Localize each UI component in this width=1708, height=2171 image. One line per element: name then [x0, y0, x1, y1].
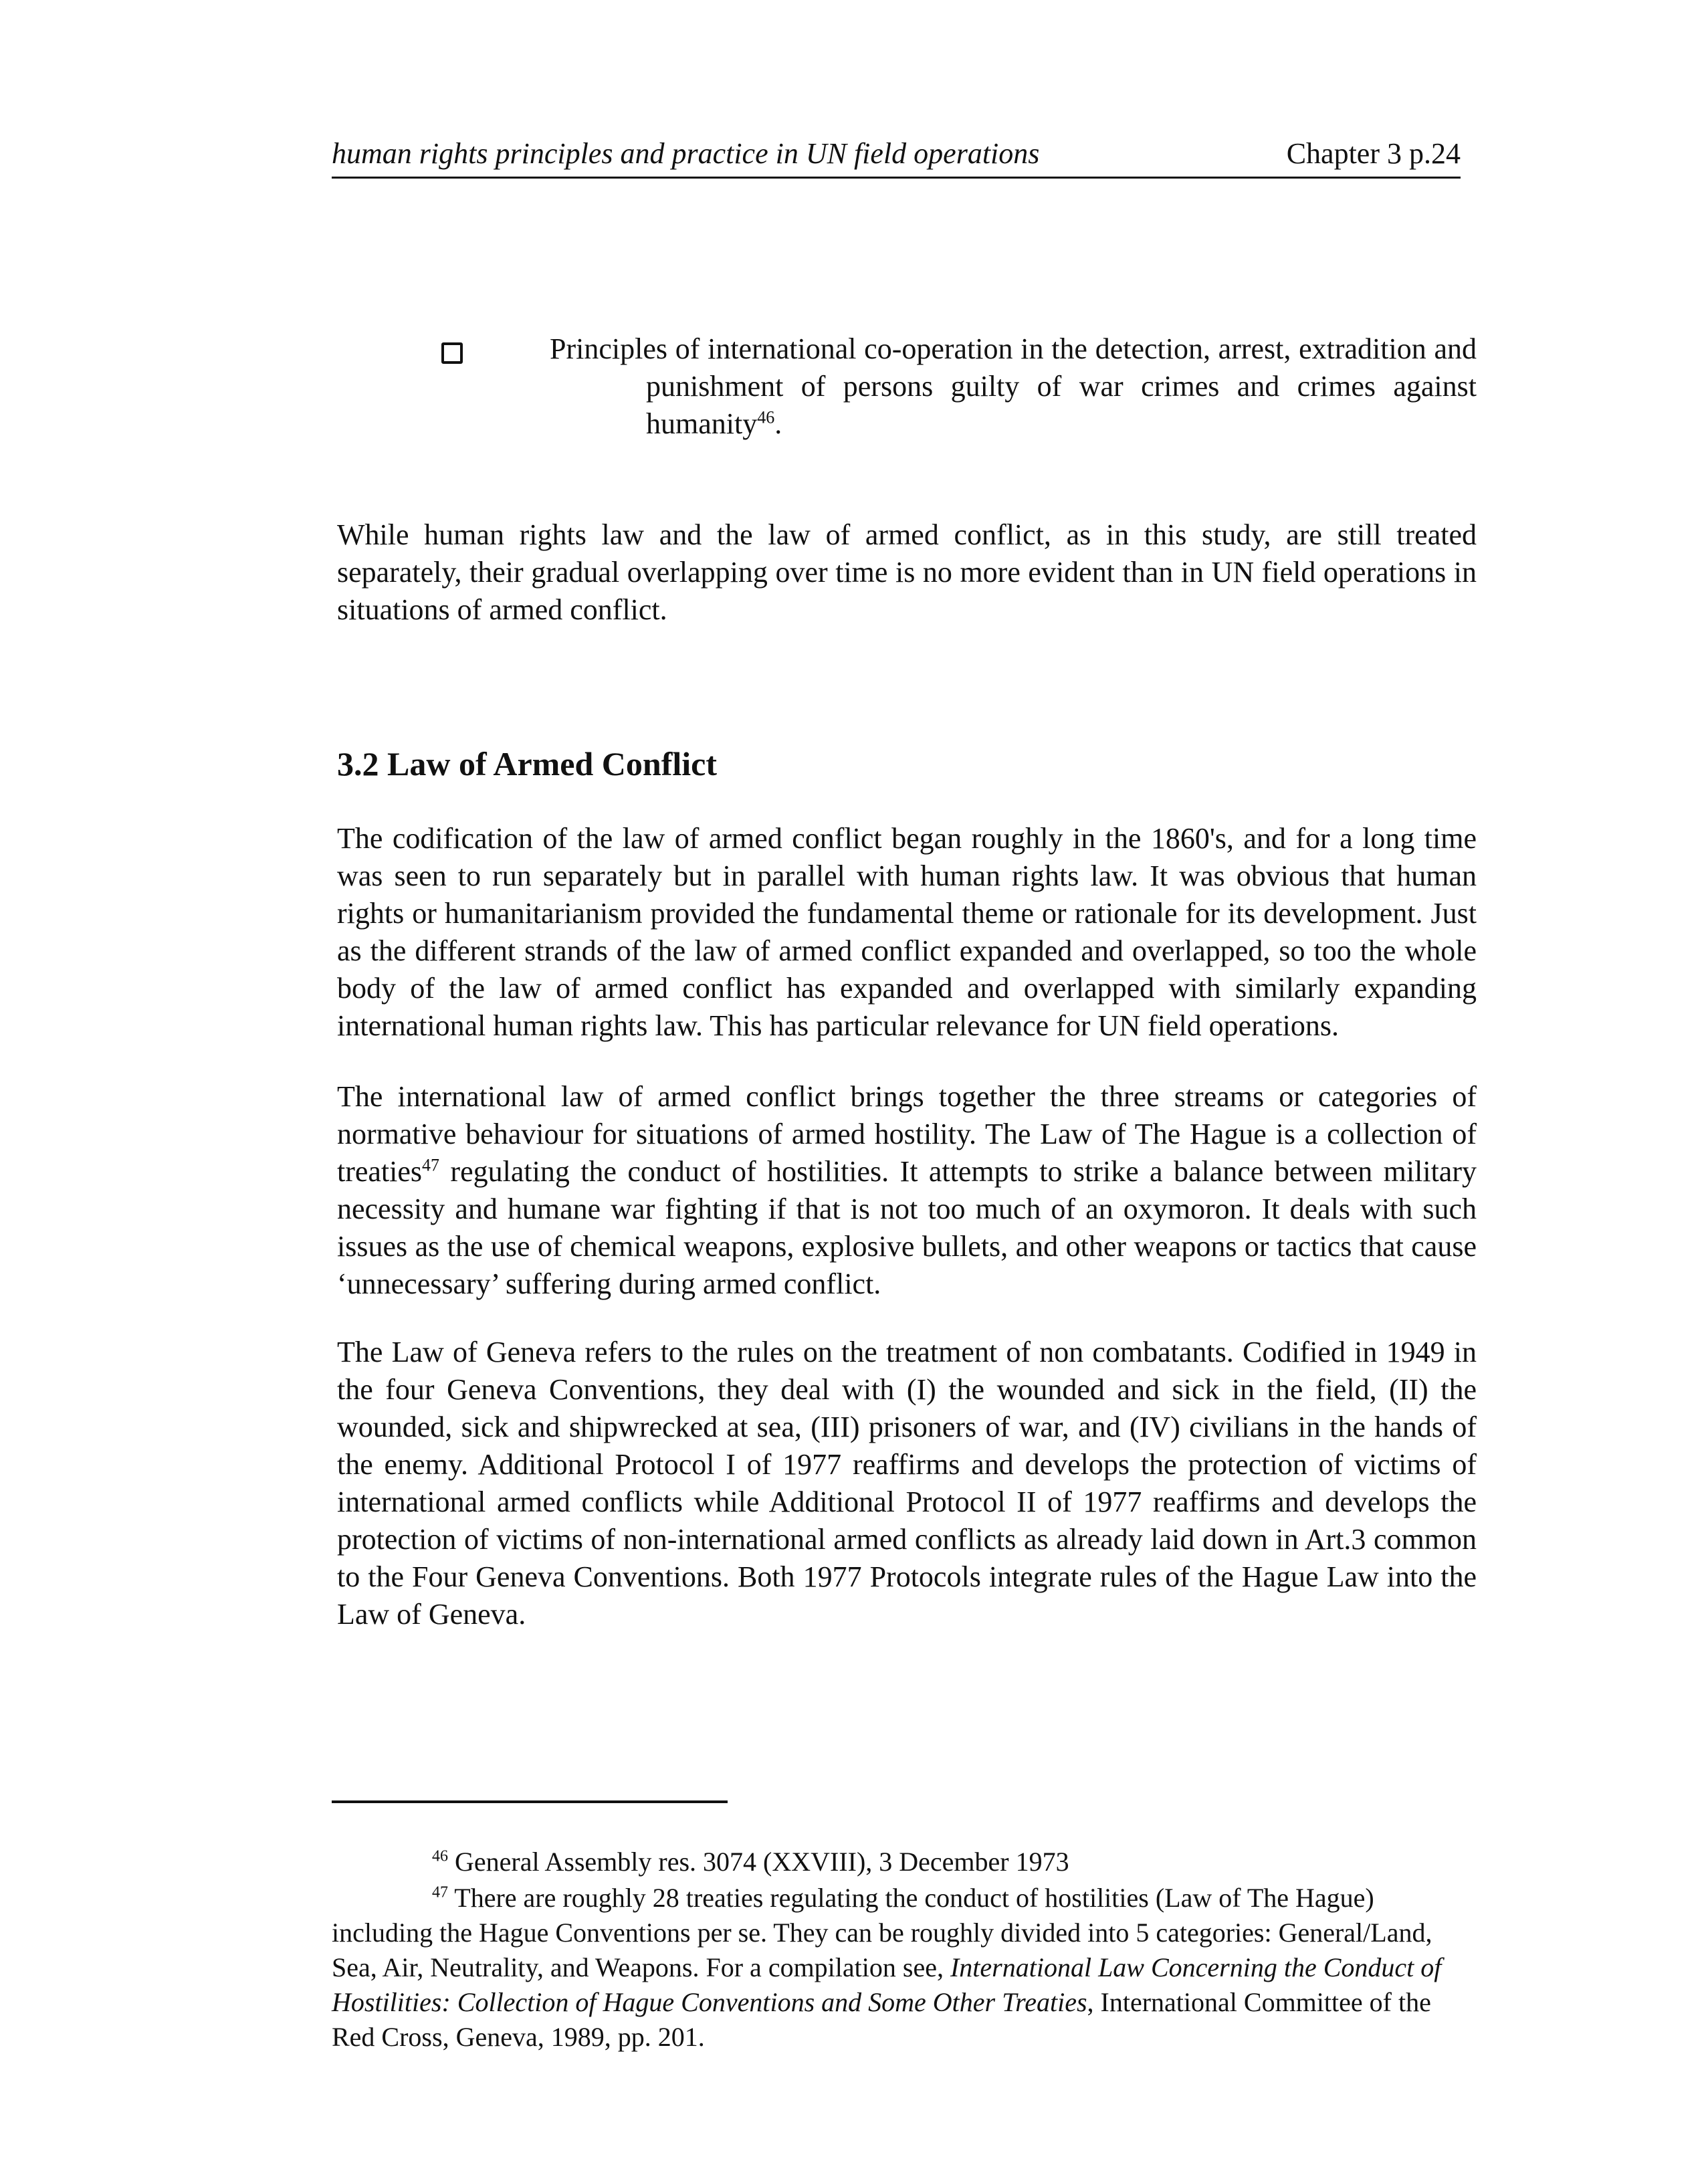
bullet-item-text: Principles of international co-operation in the detection, arrest, extradition and punishment of persons guilty of war crimes and crimes against humanity: [550, 332, 1477, 440]
chapter-page-number: Chapter 3 p.24: [1286, 137, 1461, 170]
footnote-47-number: 47: [432, 1883, 448, 1901]
paragraph-hague-law: [337, 1078, 1477, 1303]
footnote-47: [332, 1881, 1477, 2055]
footnote-divider: [332, 1800, 728, 1803]
intro-paragraph: While human rights law and the law of armed conflict, as in this study, are still treated separately, their gradual overlapping over time is no more evident than in UN field operations in situations of armed conflict.: [337, 518, 1477, 626]
footnote-46-text: General Assembly res. 3074 (XXVIII), 3 December 1973: [448, 1847, 1069, 1877]
paragraph-geneva-law: The Law of Geneva refers to the rules on the treatment of non combatants. Codified in 1949 in the four Geneva Conventions, they deal with (I) the wounded and sick in the field, (II) the wounded, sick and shipwrecked at sea, (III) prisoners of war, and (IV) civilians in the hands of the enemy. Additional Protocol I of 1977 reaffirms and develops the protection of victims of international armed conflicts while Additional Protocol II of 1977 reaffirms and develops the protection of victims of non-international armed conflicts as already laid down in Art.3 common to the Four Geneva Conventions. Both 1977 Protocols integrate rules of the Hague Law into the Law of Geneva.: [337, 1336, 1477, 1631]
footnote-46-number: 46: [432, 1847, 448, 1865]
paragraph-hague-law-text-a: The international law of armed conflict brings together the three streams or categories of normative behaviour for situations of armed hostility. The Law of The Hague is a collection of treaties: [337, 1080, 1477, 1188]
paragraph-hague-law-text-b: regulating the conduct of hostilities. It attempts to strike a balance between military necessity and humane war fighting if that is not too much of an oxymoron. It deals with such issues as the use of chemical weapons, explosive bullets, and other weapons or tactics that cause ‘unnecessary’ suffering during armed conflict.: [337, 1155, 1477, 1300]
bullet-item-end: .: [774, 407, 782, 440]
footnote-ref-46[interactable]: 46: [757, 407, 775, 427]
section-heading: 3.2 Law of Armed Conflict: [337, 745, 717, 783]
footnote-46: [332, 1845, 1477, 1879]
bullet-item: [550, 330, 1477, 443]
checkbox-icon: [441, 342, 463, 364]
footnote-47-citation-title: International Law Concerning the Conduct of Hostilities: Collection of Hague Conventions and Some Other Treaties: [332, 1952, 1442, 2017]
paragraph-codification: The codification of the law of armed conflict began roughly in the 1860's, and for a long time was seen to run separately but in parallel with human rights law. It was obvious that human rights or humanitarianism provided the fundamental theme or rationale for its development. Just as the different strands of the law of armed conflict expanded and overlapped, so too the whole body of the law of armed conflict has expanded and overlapped with similarly expanding international human rights law. This has particular relevance for UN field operations.: [337, 822, 1477, 1042]
running-title: human rights principles and practice in UN field operations: [332, 137, 1040, 170]
footnote-47-text-b: , International Committee of the Red Cross, Geneva, 1989, pp. 201.: [332, 1987, 1431, 2052]
footnote-47-text-a: There are roughly 28 treaties regulating the conduct of hostilities (Law of The Hague) including the Hague Conventions per se. They can be roughly divided into 5 categories: General/Land, Sea, Air, Neutrality, and Weapons. For a compilation see,: [332, 1883, 1432, 1982]
footnote-ref-47[interactable]: 47: [422, 1155, 440, 1175]
running-header: [332, 135, 1461, 179]
